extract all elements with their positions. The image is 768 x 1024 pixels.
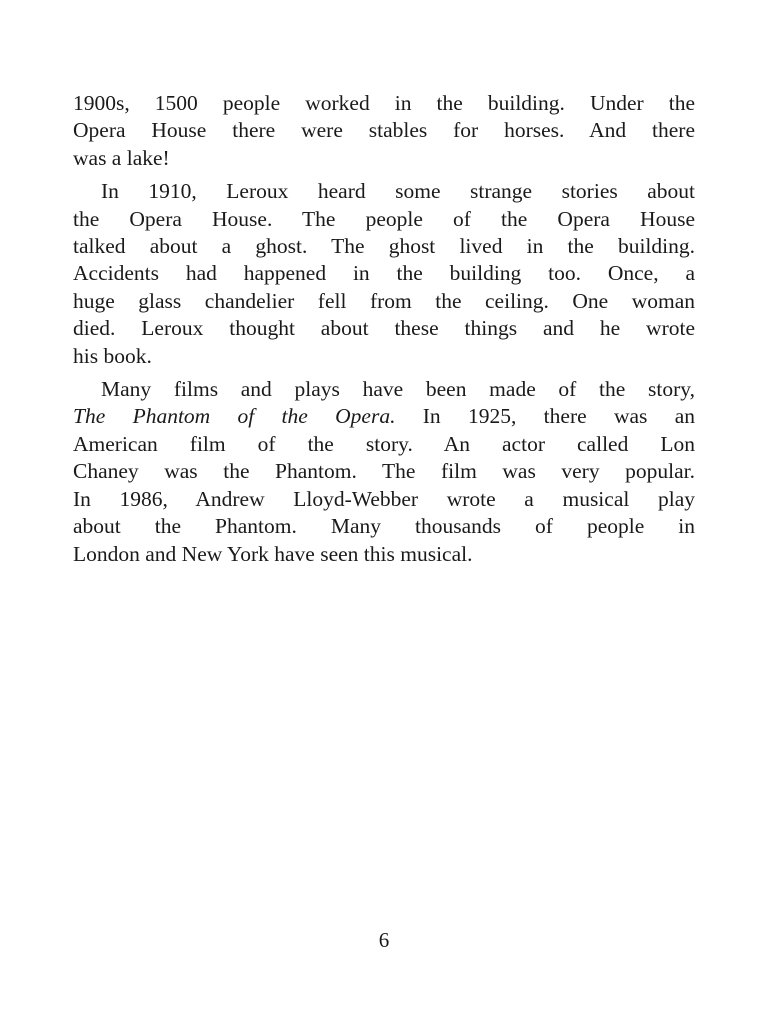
- paragraph-1: [73, 90, 695, 172]
- book-title: The Phantom of the Opera.: [73, 404, 396, 429]
- text-line: talked about a ghost. The ghost lived in the building.: [73, 234, 695, 259]
- text-line: his book.: [73, 343, 152, 368]
- paragraph-2: [73, 178, 695, 370]
- page-number: 6: [378, 928, 390, 952]
- text-line: about the Phantom. Many thousands of people in: [73, 514, 695, 539]
- text-line: American film of the story. An actor called Lon: [73, 431, 695, 456]
- body-text: [73, 90, 695, 574]
- paragraph-3: [73, 376, 695, 568]
- text-line: was a lake!: [73, 145, 170, 170]
- text-line: died. Leroux thought about these things and he wrote: [73, 316, 695, 341]
- text-line: In 1986, Andrew Lloyd-Webber wrote a musical play: [73, 486, 695, 511]
- text-line: In 1910, Leroux heard some strange stories about: [101, 179, 695, 204]
- text-line: huge glass chandelier fell from the ceiling. One woman: [73, 288, 695, 313]
- text-line: Chaney was the Phantom. The film was very popular.: [73, 459, 695, 484]
- text-fragment: In 1925, there was an: [395, 404, 696, 429]
- text-line: Many films and plays have been made of the story,: [101, 377, 695, 402]
- text-line: the Opera House. The people of the Opera House: [73, 206, 695, 231]
- text-line: London and New York have seen this musical.: [73, 541, 473, 566]
- text-line-mixed: [73, 403, 695, 430]
- text-line: Opera House there were stables for horses. And there: [73, 118, 695, 143]
- text-line: Accidents had happened in the building too. Once, a: [73, 261, 695, 286]
- text-line: 1900s, 1500 people worked in the building. Under the: [73, 91, 695, 115]
